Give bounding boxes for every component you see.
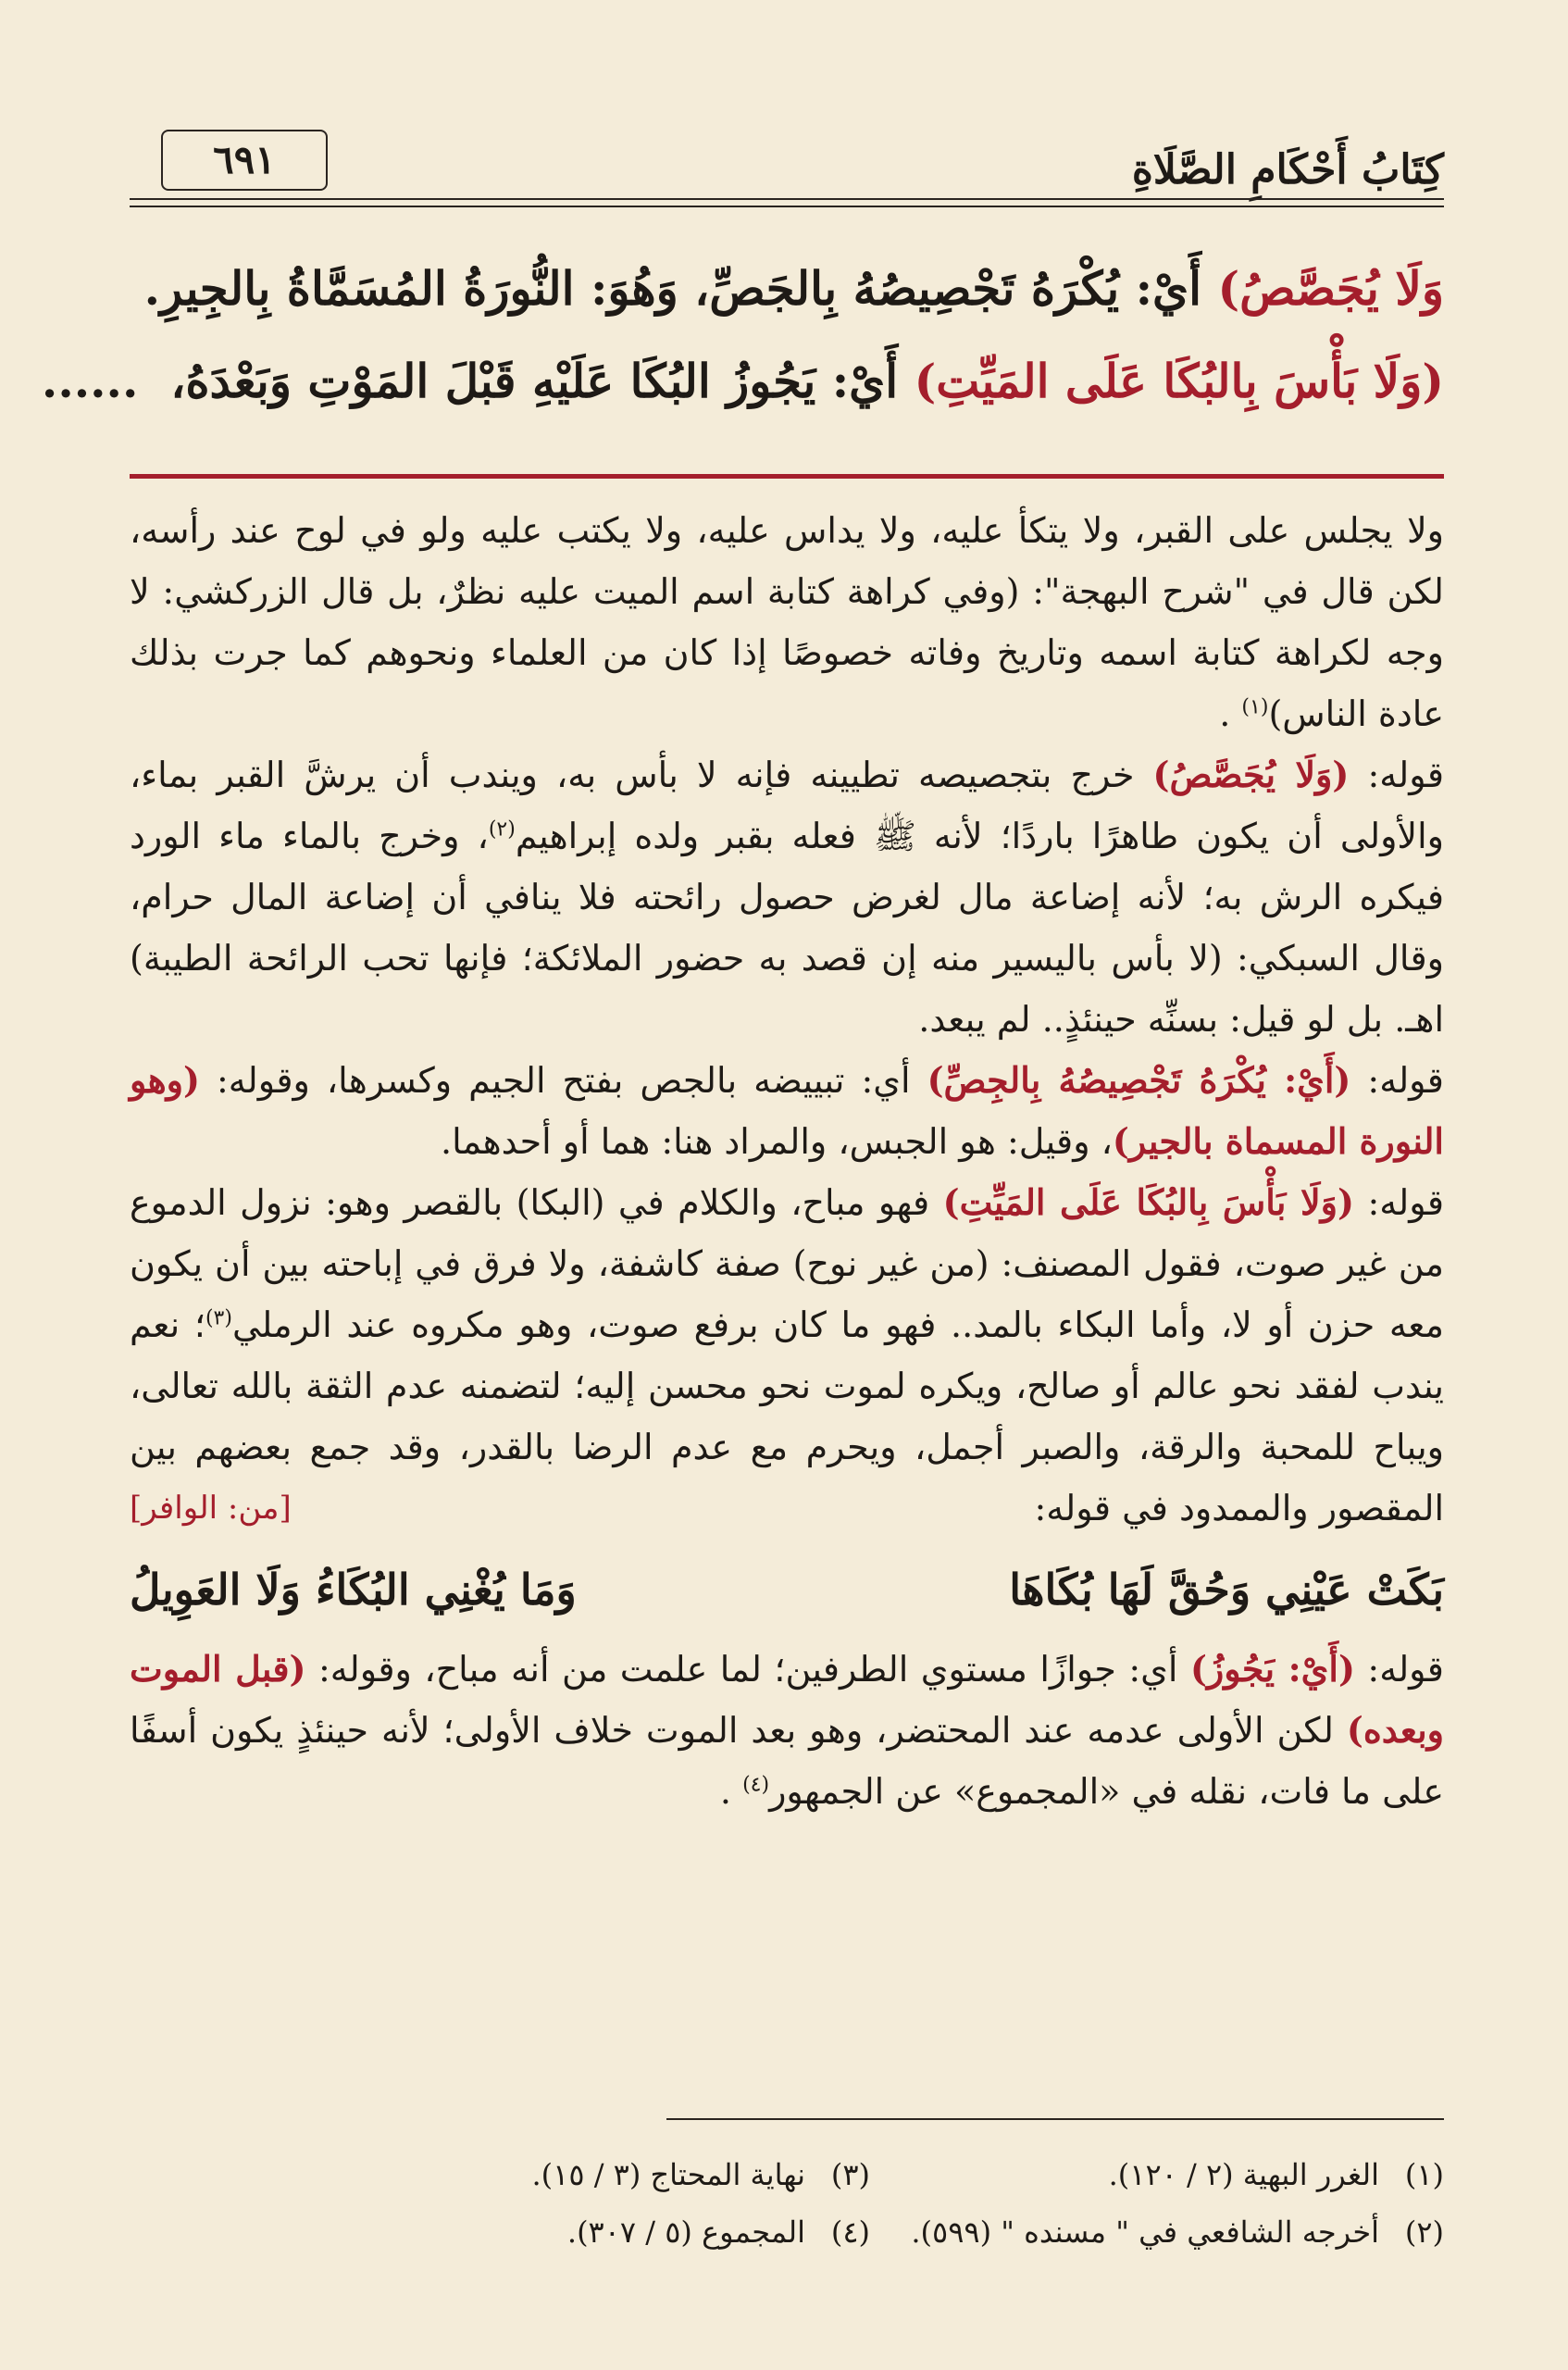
quoted-matn: (أَيْ: يَجُوزُ) bbox=[1189, 1648, 1355, 1690]
matn-line-1 bbox=[130, 243, 1444, 335]
footnote-item: (٣)نهاية المحتاج (٣ / ١٥). bbox=[531, 2157, 870, 2192]
header-rule-double bbox=[130, 206, 1444, 207]
matn-block bbox=[41, 243, 1444, 428]
matn-text: أَيْ: يَجُوزُ البُكَا عَلَيْهِ قَبْلَ المَوْتِ وَبَعْدَهُ، bbox=[170, 354, 915, 408]
quoted-matn: (وَلَا بَأْسَ بِالبُكَا عَلَى المَيِّتِ) bbox=[942, 1181, 1355, 1223]
quoted-matn: (أَيْ: يُكْرَهُ تَجْصِيصُهُ بِالجِصِّ) bbox=[927, 1059, 1351, 1101]
footnote-item: (٢)أخرجه الشافعي في " مسنده " (٥٩٩). bbox=[911, 2214, 1444, 2250]
footnote-item: (٤)المجموع (٥ / ٣٠٧). bbox=[566, 2214, 870, 2250]
footnote-ref: (٢) bbox=[488, 817, 516, 842]
commentary-paragraph-1: ولا يجلس على القبر، ولا يتكأ عليه، ولا يداس عليه، ولا يكتب عليه ولو في لوح عند رأسه، لكن قال في "شرح البهجة": (وفي كراهة كتابة اسم الميت عليه نظرٌ، بل قال الزركشي: لا وجه لكراهة كتابة اسمه وتاريخ وفاته خصوصًا إذا كان من العلماء ونحوهم كما جرت بذلك عادة الناس)$^{(١)}$ . bbox=[130, 510, 1444, 734]
commentary-paragraph-5: قوله: (أَيْ: يَجُوزُ) أي: جوازًا مستوي الطرفين؛ لما علمت من أنه مباح، وقوله: (قبل الموت وبعده) لكن الأولى عدمه عند المحتضر، وهو بعد الموت خلاف الأولى؛ لأنه حينئذٍ يكون أسفًا على ما فات، نقله في «المجموع» عن الجمهور$^{(٤)}$ . bbox=[130, 1648, 1444, 1812]
poetry-verse bbox=[130, 1544, 1444, 1635]
matn-separator-rule bbox=[130, 474, 1444, 479]
footnote-rule bbox=[666, 2118, 1444, 2120]
poetic-meter-label: [من: الوافر] bbox=[130, 1490, 292, 1527]
matn-quote: (وَلَا بَأْسَ بِالبُكَا عَلَى المَيِّتِ) bbox=[914, 354, 1444, 408]
footnote-item: (١)الغرر البهية (٢ / ١٢٠). bbox=[1108, 2157, 1444, 2192]
footnotes bbox=[130, 2146, 1444, 2261]
quoted-matn: (وَلَا يُجَصَّصُ) bbox=[1152, 754, 1350, 795]
running-title: كِتَابُ أَحْكَامِ الصَّلَاةِ bbox=[1131, 146, 1444, 193]
page-number: ٦٩١ bbox=[161, 130, 328, 191]
footnote-row bbox=[130, 2203, 1444, 2261]
footnote-ref: (١) bbox=[1241, 695, 1269, 719]
commentary-paragraph-3: قوله: (أَيْ: يُكْرَهُ تَجْصِيصُهُ بِالجِصِّ) أي: تبييضه بالجص بفتح الجيم وكسرها، وقوله: (وهو النورة المسماة بالجير)، وقيل: هو الجبس، والمراد هنا: هما أو أحدهما. bbox=[130, 1059, 1444, 1162]
footnote-ref: (٤) bbox=[742, 1773, 770, 1797]
commentary-paragraph-2: قوله: (وَلَا يُجَصَّصُ) خرج بتجصيصه تطيينه فإنه لا بأس به، ويندب أن يرشَّ القبر بماء، والأولى أن يكون طاهرًا باردًا؛ لأنه ﷺ فعله بقبر ولده إبراهيم$^{(٢)}$، وخرج بالماء ماء الورد فيكره الرش به؛ لأنه إضاعة مال لغرض حصول رائحته فلا ينافي أن إضاعة المال حرام، وقال السبكي: (لا بأس باليسير منه إن قصد به حضور الملائكة؛ فإنها تحب الرائحة الطيبة) اهـ. بل لو قيل: بسنِّه حينئذٍ.. لم يبعد. bbox=[130, 754, 1445, 1040]
commentary-block bbox=[130, 500, 1444, 1822]
footnote-row bbox=[130, 2146, 1444, 2203]
footnote-ref: (٣) bbox=[205, 1306, 232, 1330]
verse-first-hemistich: بَكَتْ عَيْنِي وَحُقَّ لَهَا بُكَاهَا bbox=[1009, 1565, 1444, 1615]
quoted-matn: (قبل الموت وبعده) bbox=[130, 1648, 1444, 1751]
verse-second-hemistich: وَمَا يُغْنِي البُكَاءُ وَلَا العَوِيلُ bbox=[130, 1565, 577, 1615]
continuation-dots: ...... bbox=[41, 354, 139, 408]
matn-quote: وَلَا يُجَصَّصُ) bbox=[1217, 261, 1444, 316]
commentary-paragraph-4: قوله: (وَلَا بَأْسَ بِالبُكَا عَلَى المَيِّتِ) فهو مباح، والكلام في (البكا) بالقصر وهو: نزول الدموع من غير صوت، فقول المصنف: (من غير نوح) صفة كاشفة، ولا فرق في إباحته بين أن يكون معه حزن أو لا، وأما البكاء بالمد.. فهو ما كان برفع صوت، وهو مكروه عند الرملي$^{(٣)}$؛ نعم يندب لفقد نحو عالم أو صالح، ويكره لموت نحو محسن إليه؛ لتضمنه عدم الثقة بالله تعالى، ويباح للمحبة والرقة، والصبر أجمل، ويحرم مع عدم الرضا بالقدر، وقد جمع بعضهم بين المقصور والممدود في قوله: [من: الوافر] bbox=[130, 1172, 1444, 1539]
matn-text: أَيْ: يُكْرَهُ تَجْصِيصُهُ بِالجَصِّ، وَهُوَ: النُّورَةُ المُسَمَّاةُ بِالجِيرِ. bbox=[143, 261, 1218, 316]
quoted-matn: (وهو النورة المسماة بالجير) bbox=[130, 1059, 1444, 1162]
matn-line-2 bbox=[41, 335, 1444, 428]
header-rule bbox=[130, 198, 1444, 200]
